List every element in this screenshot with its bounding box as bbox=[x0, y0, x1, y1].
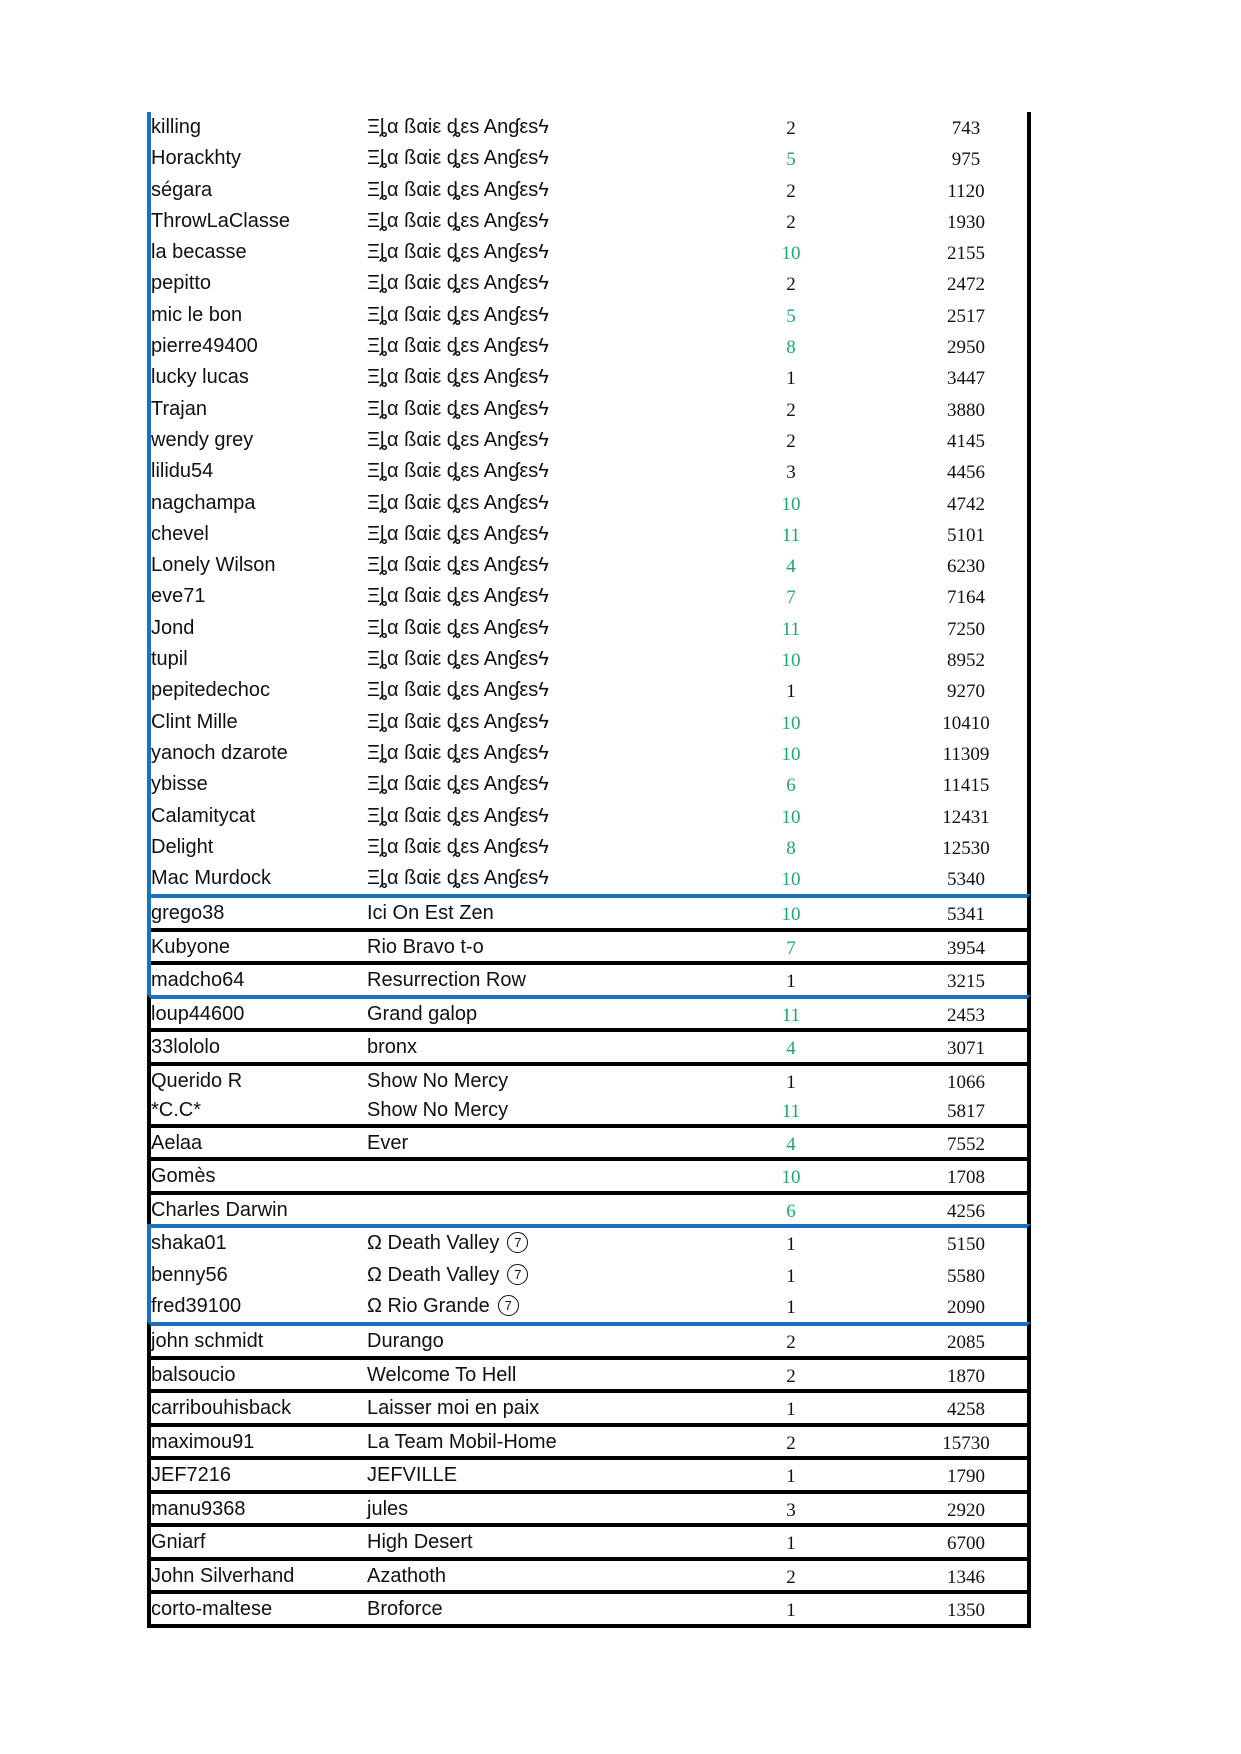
circled-number-badge: 7 bbox=[507, 1232, 528, 1253]
count-value: 1 bbox=[786, 1600, 796, 1622]
player-name: eve71 bbox=[151, 585, 206, 608]
count-value: 2 bbox=[786, 1332, 796, 1354]
score-value: 5341 bbox=[947, 904, 985, 926]
table-row bbox=[151, 1066, 1027, 1095]
player-name: killing bbox=[151, 116, 202, 138]
player-name: Clint Mille bbox=[151, 710, 238, 733]
count-value: 2 bbox=[786, 1432, 796, 1454]
player-name: Lonely Wilson bbox=[151, 554, 276, 577]
score-value: 1708 bbox=[947, 1167, 985, 1189]
count-value: 1 bbox=[786, 1466, 796, 1488]
player-name: JEF7216 bbox=[151, 1464, 232, 1487]
alliance-name: Ever bbox=[367, 1131, 409, 1154]
table-row bbox=[151, 206, 1027, 237]
score-value: 6230 bbox=[947, 556, 985, 578]
score-value: 1350 bbox=[947, 1600, 985, 1622]
count-value: 1 bbox=[786, 368, 796, 390]
score-value: 11309 bbox=[942, 743, 990, 765]
score-value: 7164 bbox=[947, 587, 985, 609]
table-row bbox=[151, 961, 1027, 995]
table-row bbox=[151, 175, 1027, 206]
count-value: 10 bbox=[781, 1167, 801, 1189]
score-value: 2453 bbox=[947, 1004, 985, 1026]
alliance-name: Ξȴα ßαiε ȡεs Anɠεsϟ bbox=[367, 460, 549, 483]
table-row bbox=[151, 707, 1027, 738]
score-value: 3880 bbox=[947, 399, 985, 421]
score-value: 6700 bbox=[947, 1533, 985, 1555]
member-table bbox=[147, 112, 1031, 1628]
score-value: 4145 bbox=[947, 430, 985, 452]
score-value: 743 bbox=[951, 118, 981, 139]
alliance-name: Rio Bravo t-o bbox=[367, 935, 484, 958]
player-name: fred39100 bbox=[151, 1295, 242, 1318]
count-value: 10 bbox=[781, 712, 801, 734]
player-name: wendy grey bbox=[151, 428, 254, 451]
count-value: 5 bbox=[786, 149, 796, 171]
table-group bbox=[147, 995, 1031, 1225]
score-value: 3215 bbox=[947, 971, 985, 993]
count-value: 2 bbox=[786, 118, 796, 139]
player-name: la becasse bbox=[151, 241, 247, 264]
score-value: 1870 bbox=[947, 1365, 985, 1387]
alliance-name: Laisser moi en paix bbox=[367, 1397, 540, 1420]
alliance-name: Durango bbox=[367, 1330, 444, 1353]
alliance-name: High Desert bbox=[367, 1531, 473, 1554]
table-row bbox=[151, 801, 1027, 832]
player-name: ThrowLaClasse bbox=[151, 209, 290, 232]
table-row-pair bbox=[151, 1062, 1027, 1124]
alliance-name: Ξȴα ßαiε ȡεs Anɠεsϟ bbox=[367, 491, 549, 514]
count-value: 2 bbox=[786, 399, 796, 421]
score-value: 2155 bbox=[947, 243, 985, 265]
table-row bbox=[151, 1389, 1027, 1423]
player-name: Jond bbox=[151, 616, 195, 639]
player-name: chevel bbox=[151, 522, 209, 545]
player-name: Trajan bbox=[151, 397, 207, 420]
score-value: 3447 bbox=[947, 368, 985, 390]
alliance-name: Ξȴα ßαiε ȡεs Anɠεsϟ bbox=[367, 522, 549, 545]
alliance-name: bronx bbox=[367, 1036, 418, 1059]
table-row bbox=[151, 488, 1027, 519]
player-name: grego38 bbox=[151, 902, 225, 925]
table-row bbox=[151, 425, 1027, 456]
alliance-name: Ξȴα ßαiε ȡεs Anɠεsϟ bbox=[367, 867, 549, 890]
count-value: 3 bbox=[786, 462, 796, 484]
player-name: Charles Darwin bbox=[151, 1198, 288, 1221]
alliance-name: Ξȴα ßαiε ȡεs Anɠεsϟ bbox=[367, 241, 549, 264]
count-value: 6 bbox=[786, 1200, 796, 1222]
count-value: 5 bbox=[786, 305, 796, 327]
player-name: manu9368 bbox=[151, 1497, 246, 1520]
player-name: benny56 bbox=[151, 1263, 228, 1286]
circled-number-badge: 7 bbox=[507, 1264, 528, 1285]
count-value: 10 bbox=[781, 243, 801, 265]
table-row bbox=[151, 1028, 1027, 1062]
table-row bbox=[151, 550, 1027, 581]
count-value: 6 bbox=[786, 775, 796, 797]
table-row bbox=[151, 1191, 1027, 1225]
count-value: 2 bbox=[786, 274, 796, 296]
alliance-name: Ω Death Valley 7 bbox=[367, 1228, 528, 1259]
player-name: Calamitycat bbox=[151, 804, 256, 827]
player-name: maximou91 bbox=[151, 1430, 255, 1453]
alliance-name: La Team Mobil-Home bbox=[367, 1430, 557, 1453]
alliance-name: Ici On Est Zen bbox=[367, 902, 494, 925]
score-value: 1120 bbox=[947, 180, 985, 202]
table-row bbox=[151, 1291, 1027, 1322]
player-name: Kubyone bbox=[151, 935, 230, 958]
score-value: 7552 bbox=[947, 1133, 985, 1155]
player-name: mic le bon bbox=[151, 303, 243, 326]
count-value: 1 bbox=[786, 1297, 796, 1319]
player-name: Mac Murdock bbox=[151, 867, 272, 890]
table-row bbox=[151, 268, 1027, 299]
player-name: pepitedechoc bbox=[151, 679, 270, 702]
alliance-name: Ξȴα ßαiε ȡεs Anɠεsϟ bbox=[367, 585, 549, 608]
table-row bbox=[151, 1456, 1027, 1490]
player-name: corto-maltese bbox=[151, 1598, 273, 1621]
table-row bbox=[151, 644, 1027, 675]
player-name: madcho64 bbox=[151, 969, 245, 992]
player-name: lilidu54 bbox=[151, 460, 214, 483]
count-value: 11 bbox=[781, 1004, 801, 1026]
player-name: John Silverhand bbox=[151, 1564, 295, 1587]
alliance-name: jules bbox=[367, 1497, 409, 1520]
score-value: 5150 bbox=[947, 1234, 985, 1256]
count-value: 3 bbox=[786, 1499, 796, 1521]
count-value: 7 bbox=[786, 937, 796, 959]
score-value: 7250 bbox=[947, 618, 985, 640]
score-value: 5340 bbox=[947, 869, 985, 891]
score-value: 15730 bbox=[942, 1432, 990, 1454]
score-value: 11415 bbox=[942, 775, 990, 797]
count-value: 1 bbox=[786, 1265, 796, 1287]
table-group bbox=[147, 112, 1031, 894]
score-value: 2090 bbox=[947, 1297, 985, 1319]
player-name: loup44600 bbox=[151, 1002, 245, 1025]
player-name: ségara bbox=[151, 178, 213, 201]
alliance-name: Ξȴα ßαiε ȡεs Anɠεsϟ bbox=[367, 428, 549, 451]
table-row bbox=[151, 1423, 1027, 1457]
player-name: shaka01 bbox=[151, 1232, 227, 1255]
table-row bbox=[151, 898, 1027, 928]
table-row bbox=[151, 1157, 1027, 1191]
alliance-name: Ξȴα ßαiε ȡεs Anɠεsϟ bbox=[367, 147, 549, 170]
score-value: 1930 bbox=[947, 211, 985, 233]
table-row bbox=[151, 300, 1027, 331]
score-value: 1790 bbox=[947, 1466, 985, 1488]
table-row bbox=[151, 832, 1027, 863]
count-value: 2 bbox=[786, 211, 796, 233]
score-value: 12530 bbox=[942, 837, 990, 859]
alliance-name: Ξȴα ßαiε ȡεs Anɠεsϟ bbox=[367, 741, 549, 764]
count-value: 10 bbox=[781, 650, 801, 672]
alliance-name: Ξȴα ßαiε ȡεs Anɠεsϟ bbox=[367, 804, 549, 827]
table-row bbox=[151, 581, 1027, 612]
count-value: 1 bbox=[786, 1399, 796, 1421]
count-value: 10 bbox=[781, 869, 801, 891]
table-row bbox=[151, 1095, 1027, 1124]
player-name: ybisse bbox=[151, 773, 208, 796]
table-row bbox=[151, 519, 1027, 550]
table-row bbox=[151, 1228, 1027, 1259]
count-value: 11 bbox=[781, 618, 801, 640]
player-name: Horackhty bbox=[151, 147, 242, 170]
table-row bbox=[151, 1124, 1027, 1158]
count-value: 4 bbox=[786, 556, 796, 578]
alliance-name: Azathoth bbox=[367, 1564, 446, 1587]
count-value: 10 bbox=[781, 806, 801, 828]
alliance-name: Ξȴα ßαiε ȡεs Anɠεsϟ bbox=[367, 335, 549, 358]
score-value: 5817 bbox=[947, 1100, 985, 1122]
alliance-name: Grand galop bbox=[367, 1002, 478, 1025]
score-value: 4456 bbox=[947, 462, 985, 484]
alliance-name: Ξȴα ßαiε ȡεs Anɠεsϟ bbox=[367, 116, 549, 138]
score-value: 4742 bbox=[947, 493, 985, 515]
table-row bbox=[151, 675, 1027, 706]
alliance-name: Broforce bbox=[367, 1598, 443, 1621]
table-row bbox=[151, 863, 1027, 894]
count-value: 1 bbox=[786, 971, 796, 993]
count-value: 2 bbox=[786, 430, 796, 452]
alliance-name: Ξȴα ßαiε ȡεs Anɠεsϟ bbox=[367, 679, 549, 702]
score-value: 3954 bbox=[947, 937, 985, 959]
table-row bbox=[151, 456, 1027, 487]
score-value: 1346 bbox=[947, 1566, 985, 1588]
table-row bbox=[151, 738, 1027, 769]
count-value: 8 bbox=[786, 837, 796, 859]
count-value: 1 bbox=[786, 1234, 796, 1256]
table-row bbox=[151, 362, 1027, 393]
count-value: 1 bbox=[786, 1533, 796, 1555]
alliance-name: Ξȴα ßαiε ȡεs Anɠεsϟ bbox=[367, 710, 549, 733]
score-value: 1066 bbox=[947, 1071, 985, 1093]
player-name: carribouhisback bbox=[151, 1397, 292, 1420]
count-value: 4 bbox=[786, 1133, 796, 1155]
table-row bbox=[151, 394, 1027, 425]
score-value: 5101 bbox=[947, 524, 985, 546]
table-group bbox=[147, 894, 1031, 995]
alliance-name: Show No Mercy bbox=[367, 1098, 509, 1121]
count-value: 8 bbox=[786, 337, 796, 359]
score-value: 4258 bbox=[947, 1399, 985, 1421]
alliance-name: Ξȴα ßαiε ȡεs Anɠεsϟ bbox=[367, 209, 549, 232]
score-value: 5580 bbox=[947, 1265, 985, 1287]
score-value: 2472 bbox=[947, 274, 985, 296]
count-value: 10 bbox=[781, 743, 801, 765]
score-value: 2920 bbox=[947, 1499, 985, 1521]
player-name: Gomès bbox=[151, 1165, 216, 1188]
score-value: 3071 bbox=[947, 1038, 985, 1060]
score-value: 2517 bbox=[947, 305, 985, 327]
player-name: pepitto bbox=[151, 272, 212, 295]
score-value: 2085 bbox=[947, 1332, 985, 1354]
player-name: tupil bbox=[151, 648, 188, 671]
alliance-name: Ξȴα ßαiε ȡεs Anɠεsϟ bbox=[367, 835, 549, 858]
count-value: 10 bbox=[781, 904, 801, 926]
score-value: 9270 bbox=[947, 681, 985, 703]
alliance-name: Ξȴα ßαiε ȡεs Anɠεsϟ bbox=[367, 303, 549, 326]
table-row bbox=[151, 1557, 1027, 1591]
player-name: Aelaa bbox=[151, 1131, 203, 1154]
count-value: 1 bbox=[786, 681, 796, 703]
circled-number-badge: 7 bbox=[498, 1295, 519, 1316]
alliance-name: Welcome To Hell bbox=[367, 1363, 517, 1386]
score-value: 975 bbox=[951, 149, 981, 171]
alliance-name: Resurrection Row bbox=[367, 969, 526, 992]
score-value: 4256 bbox=[947, 1200, 985, 1222]
table-row bbox=[151, 143, 1027, 174]
count-value: 10 bbox=[781, 493, 801, 515]
player-name: *C.C* bbox=[151, 1098, 202, 1121]
alliance-name: Ξȴα ßαiε ȡεs Anɠεsϟ bbox=[367, 554, 549, 577]
table-row bbox=[151, 1326, 1027, 1356]
player-name: lucky lucas bbox=[151, 366, 249, 389]
table-row bbox=[151, 613, 1027, 644]
alliance-name: Ξȴα ßαiε ȡεs Anɠεsϟ bbox=[367, 773, 549, 796]
count-value: 2 bbox=[786, 180, 796, 202]
table-group bbox=[147, 1224, 1031, 1322]
alliance-name: Ξȴα ßαiε ȡεs Anɠεsϟ bbox=[367, 366, 549, 389]
score-value: 8952 bbox=[947, 650, 985, 672]
table-row bbox=[151, 769, 1027, 800]
alliance-name: Ω Death Valley 7 bbox=[367, 1260, 528, 1291]
player-name: Delight bbox=[151, 835, 214, 858]
table-row bbox=[151, 112, 1027, 143]
table-row bbox=[151, 331, 1027, 362]
player-name: nagchampa bbox=[151, 491, 256, 514]
table-row bbox=[151, 1260, 1027, 1291]
count-value: 11 bbox=[781, 524, 801, 546]
alliance-name: Ξȴα ßαiε ȡεs Anɠεsϟ bbox=[367, 272, 549, 295]
count-value: 2 bbox=[786, 1566, 796, 1588]
table-row bbox=[151, 928, 1027, 962]
alliance-name: Ω Rio Grande 7 bbox=[367, 1291, 519, 1322]
alliance-name: Ξȴα ßαiε ȡεs Anɠεsϟ bbox=[367, 397, 549, 420]
player-name: balsoucio bbox=[151, 1363, 236, 1386]
player-name: 33lololo bbox=[151, 1036, 220, 1059]
alliance-name: Ξȴα ßαiε ȡεs Anɠεsϟ bbox=[367, 616, 549, 639]
score-value: 2950 bbox=[947, 337, 985, 359]
count-value: 1 bbox=[786, 1071, 796, 1093]
table-row bbox=[151, 1356, 1027, 1390]
count-value: 11 bbox=[781, 1100, 801, 1122]
score-value: 10410 bbox=[942, 712, 990, 734]
player-name: Gniarf bbox=[151, 1531, 206, 1554]
alliance-name: Ξȴα ßαiε ȡεs Anɠεsϟ bbox=[367, 178, 549, 201]
score-value: 12431 bbox=[942, 806, 990, 828]
count-value: 4 bbox=[786, 1038, 796, 1060]
player-name: john schmidt bbox=[151, 1330, 264, 1353]
alliance-name: Show No Mercy bbox=[367, 1069, 509, 1092]
player-name: pierre49400 bbox=[151, 335, 258, 358]
table-row bbox=[151, 1523, 1027, 1557]
table-row bbox=[151, 999, 1027, 1029]
table-group bbox=[147, 1322, 1031, 1628]
player-name: yanoch dzarote bbox=[151, 741, 288, 764]
table-row bbox=[151, 1590, 1027, 1624]
player-name: Querido R bbox=[151, 1069, 243, 1092]
table-row bbox=[151, 237, 1027, 268]
alliance-name: JEFVILLE bbox=[367, 1464, 458, 1487]
table-row bbox=[151, 1490, 1027, 1524]
alliance-name: Ξȴα ßαiε ȡεs Anɠεsϟ bbox=[367, 648, 549, 671]
count-value: 7 bbox=[786, 587, 796, 609]
count-value: 2 bbox=[786, 1365, 796, 1387]
